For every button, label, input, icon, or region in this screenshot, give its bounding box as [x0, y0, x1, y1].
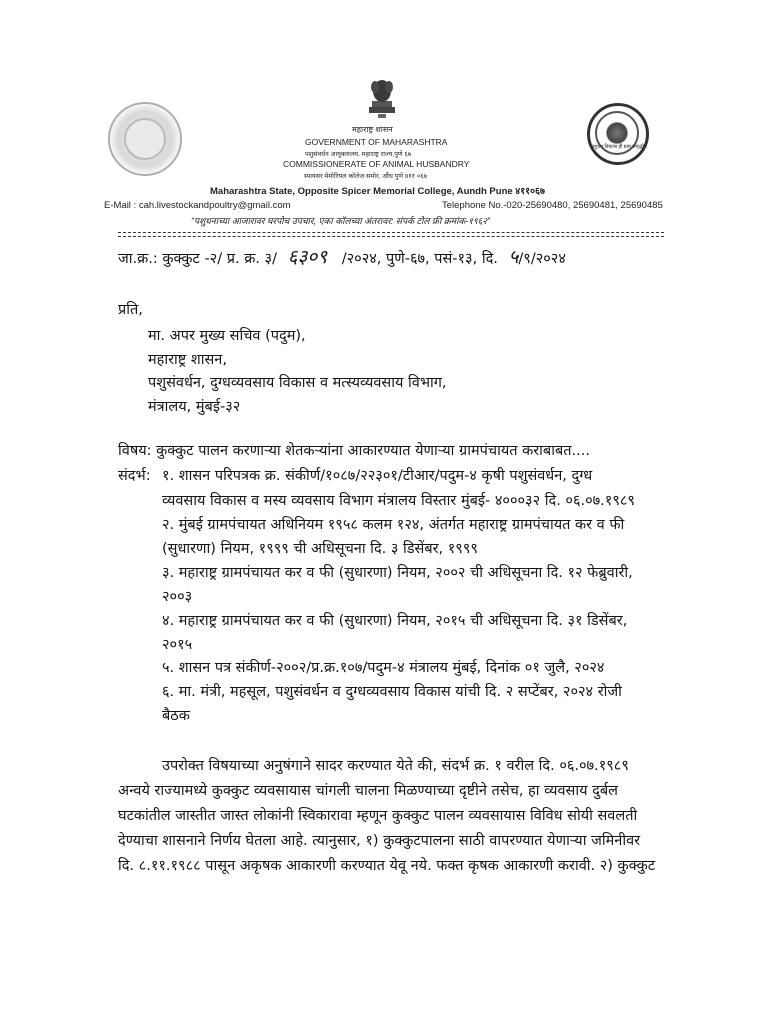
header-divider — [118, 236, 664, 237]
reference-number-line — [118, 243, 566, 269]
address-english: Maharashtra State, Opposite Spicer Memorial College, Aundh Pune ४११०६७ — [210, 186, 545, 197]
maharashtra-seal-icon — [108, 102, 182, 176]
body-paragraph-line: दि. ८.११.१९८८ पासून अकृषक आकारणी करण्यात येवू नये. फक्त कृषक आकारणी करावी. २) कुक्कुट — [118, 858, 656, 874]
ashoka-emblem-icon — [367, 73, 397, 119]
telephone-line: Telephone No.-020-25690480, 25690481, 25690485 — [442, 200, 663, 211]
recipient-line: महाराष्ट्र शासन, — [148, 352, 227, 368]
reference-item: ४. महाराष्ट्र ग्रामपंचायत कर व फी (सुधारणा) नियम, २०१५ ची अधिसूचना दि. ३१ डिसेंबर, — [162, 613, 628, 629]
ref-printed: जा.क्र.: कुक्कुट -२/ प्र. क्र. ३/ — [118, 251, 277, 267]
header-divider — [118, 232, 664, 233]
shasan-marathi: महाराष्ट्र शासन — [352, 125, 393, 134]
recipient-line: मा. अपर मुख्य सचिव (पदुम), — [148, 328, 306, 344]
reference-item: व्यवसाय विकास व मस्य व्यवसाय विभाग मंत्रालय विस्तार मुंबई- ४०००३२ दि. ०६.०७.१९८९ — [162, 493, 635, 509]
references-label: संदर्भ: — [118, 468, 151, 484]
ref-handwritten-day: ५ — [508, 246, 519, 268]
body-paragraph-line: उपरोक्त विषयाच्या अनुषंगाने सादर करण्यात येते की, संदर्भ क्र. १ वरील दि. ०६.०७.१९८९ — [162, 758, 629, 774]
reference-item: ६. मा. मंत्री, महसूल, पशुसंवर्धन व दुग्धव्यवसाय विकास यांची दि. २ सप्टेंबर, २०२४ रोजी — [162, 684, 622, 700]
reference-item: २०१५ — [162, 637, 193, 653]
office-marathi: पशुसंवर्धन आयुक्तालय, महाराष्ट्र राज्य,पुणे ६७ — [305, 151, 412, 158]
reference-item: ५. शासन पत्र संकीर्ण-२००२/प्र.क्र.१०७/पदुम-४ मंत्रालय मुंबई, दिनांक ०१ जुलै, २०२४ — [162, 660, 605, 676]
email-line: E-Mail : cah.livestockandpoultry@gmail.com — [104, 200, 291, 211]
reference-item: १. शासन परिपत्रक क्र. संकीर्ण/१०८७/२२३०१/टीआर/पदुम-४ कृषी पशुसंवर्धन, दुग्ध — [162, 468, 593, 484]
reference-item: (सुधारणा) नियम, १९९९ ची अधिसूचना दि. ३ डिसेंबर, १९९९ — [162, 541, 478, 557]
reference-item: २. मुंबई ग्रामपंचायत अधिनियम १९५८ कलम १२४, अंतर्गत महाराष्ट्र ग्रामपंचायत कर व फी — [162, 517, 625, 533]
body-paragraph-line: अन्वये राज्यामध्ये कुक्कुट व्यवसायास चांगली चालना मिळण्याच्या दृष्टीने तसेच, हा व्यवसाय दुर्बल — [118, 783, 618, 799]
body-paragraph-line: देण्याचा शासनाने निर्णय घेतला आहे. त्यानुसार, १) कुक्कुटपालना साठी वापरण्यात येणाऱ्या जमिनीवर — [118, 833, 641, 849]
animal-husbandry-seal-icon — [587, 103, 649, 165]
subject-line: विषय: कुक्कुट पालन करणाऱ्या शेतकऱ्यांना आकारण्यात येणाऱ्या ग्रामपंचायत कराबाबत.... — [118, 443, 590, 459]
prati-label: प्रति, — [118, 302, 143, 318]
reference-item: २००३ — [162, 589, 193, 605]
recipient-line: पशुसंवर्धन, दुग्धव्यवसाय विकास व मत्स्यव्यवसाय विभाग, — [148, 375, 447, 391]
right-seal-caption: पशुधन विकास ही ग्राम समृद्धी — [591, 144, 644, 150]
address-marathi: स्पायसर मेमोरियल कॉलेज समोर, औंध पुणे ४११ ०६७ — [304, 173, 427, 180]
government-title: GOVERNMENT OF MAHARASHTRA — [305, 137, 448, 147]
helpline-slogan: “पशुधनाच्या आजारावर घरपोच उपचार, एका कॉलच्या अंतरावर: संपर्क टोल फ्री क्रमांक-१९६२” — [191, 216, 491, 226]
ref-end: /९/२०२४ — [518, 251, 566, 267]
ref-handwritten-number: ६३०९ — [287, 246, 328, 268]
body-paragraph-line: घटकांतील जास्तीत जास्त लोकांनी स्विकारावा म्हणून कुक्कुट पालन व्यवसायास विविध सोयी सवलती — [118, 808, 638, 824]
commissionerate-title: COMMISSIONERATE OF ANIMAL HUSBANDRY — [283, 159, 470, 169]
recipient-line: मंत्रालय, मुंबई-३२ — [148, 399, 241, 415]
reference-item: ३. महाराष्ट्र ग्रामपंचायत कर व फी (सुधारणा) नियम, २००२ ची अधिसूचना दि. १२ फेब्रुवारी, — [162, 565, 633, 581]
ref-middle: /२०२४, पुणे-६७, पसं-१३, दि. — [341, 251, 498, 267]
reference-item: बैठक — [162, 708, 190, 724]
